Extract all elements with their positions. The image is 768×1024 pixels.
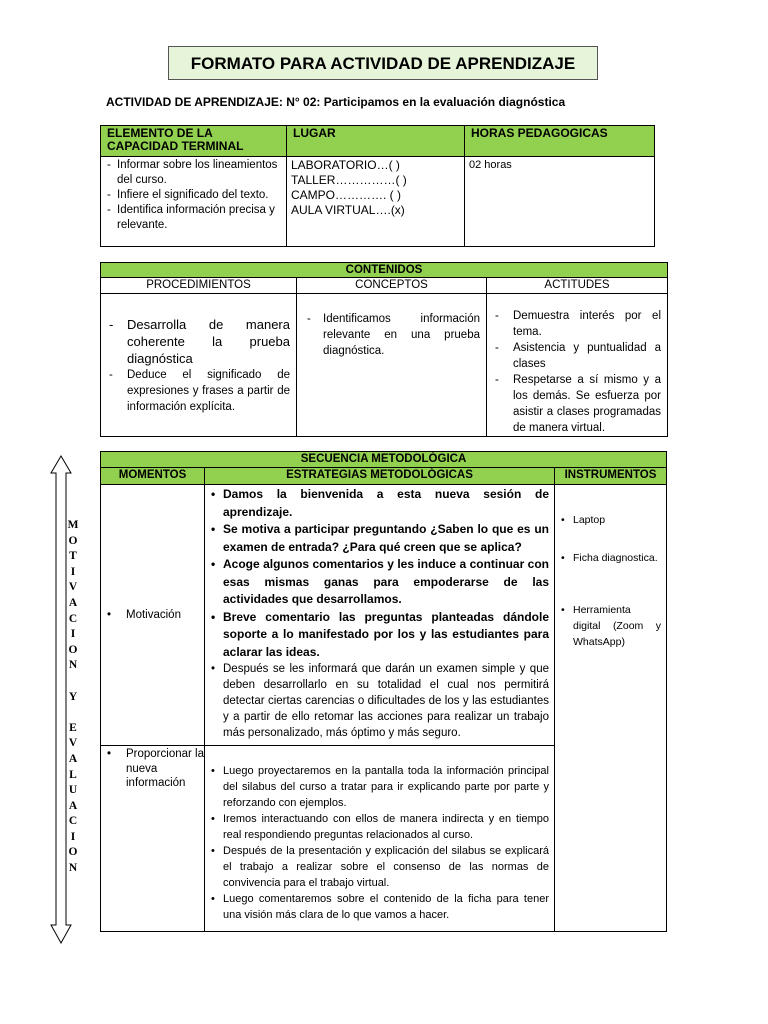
- col-conceptos: CONCEPTOS: [297, 278, 487, 294]
- vertical-letter: O: [68, 846, 78, 859]
- strategy-item: • Damos la bienvenida a esta nueva sesión de aprendizaje.: [210, 486, 549, 521]
- vertical-letter: U: [68, 784, 78, 797]
- element-item: - Infiere el significado del texto.: [105, 188, 282, 203]
- strategies-informacion-cell: [205, 746, 555, 932]
- col-procedimientos: PROCEDIMIENTOS: [101, 278, 297, 294]
- hours-value: 02 horas: [469, 159, 512, 171]
- contents-table: [100, 262, 668, 437]
- activity-title: ACTIVIDAD DE APRENDIZAJE: N° 02: Participamos en la evaluación diagnóstica: [106, 95, 566, 109]
- vertical-letter: A: [68, 752, 78, 765]
- sequence-table: [100, 451, 667, 932]
- vertical-letter: E: [69, 721, 77, 734]
- procedimiento-item: - Deduce el significado de expresiones y frases a partir de información explícita.: [107, 367, 290, 415]
- col-estrategias: ESTRATEGIAS METODOLÓGICAS: [205, 468, 555, 485]
- col-momentos: MOMENTOS: [101, 468, 205, 485]
- vertical-letter: V: [68, 581, 78, 594]
- strategy-item: • Iremos interactuando con ellos de manera indirecta y en tiempo real respondiendo preguntas relacionados al curso.: [210, 811, 549, 843]
- strategy-item: • Se motiva a participar preguntando ¿Saben lo que es un examen de entrada? ¿Para qué creen que se aplica?: [210, 521, 549, 556]
- instrument-item: • Herramienta digital (Zoom y WhatsApp): [560, 602, 661, 650]
- strategy-item: • Luego proyectaremos en la pantalla toda la información principal del silabus del curso a tratar para ir explicando parte por parte y reforzando con ejemplos.: [210, 763, 549, 811]
- place-item: CAMPO…………. ( ): [291, 188, 401, 202]
- hours-cell: [465, 157, 655, 247]
- actitudes-cell: [487, 294, 668, 437]
- vertical-letter: A: [68, 799, 78, 812]
- strategy-item: • Después de la presentación y explicación del silabus se explicará el trabajo a realizar sobre el consenso de las normas de convivencia para el trabajo virtual.: [210, 843, 549, 891]
- header-horas: HORAS PEDAGOGICAS: [465, 126, 655, 157]
- instruments-cell: [555, 485, 667, 932]
- header-elemento: ELEMENTO DE LA CAPACIDAD TERMINAL: [101, 126, 287, 157]
- vertical-letter: I: [70, 628, 76, 641]
- strategies-motivacion-cell: [205, 485, 555, 746]
- header-lugar: LUGAR: [287, 126, 465, 157]
- procedimiento-item: - Desarrolla de manera coherente la prueba diagnóstica: [107, 316, 290, 367]
- instrument-item: • Laptop: [560, 512, 661, 528]
- instrument-item: • Ficha diagnostica.: [560, 550, 661, 566]
- element-item: - Informar sobre los lineamientos del curso.: [105, 158, 282, 188]
- document-title: FORMATO PARA ACTIVIDAD DE APRENDIZAJE: [190, 54, 576, 73]
- concepto-item: - Identificamos información relevante en una prueba diagnóstica.: [305, 311, 480, 359]
- momento-motivacion-cell: [101, 485, 205, 746]
- actitud-item: - Demuestra interés por el tema.: [493, 308, 661, 340]
- vertical-letter: C: [68, 815, 78, 828]
- procedimientos-cell: [101, 294, 297, 437]
- vertical-letter: A: [68, 596, 78, 609]
- vertical-letter: [66, 674, 80, 690]
- vertical-letter: I: [70, 830, 76, 843]
- vertical-letter: O: [68, 534, 78, 547]
- vertical-letter: Y: [68, 690, 78, 703]
- col-instrumentos: INSTRUMENTOS: [555, 468, 667, 485]
- places-cell: [287, 157, 465, 247]
- vertical-letter: N: [68, 659, 78, 672]
- sequence-header: SECUENCIA METODOLÓGICA: [101, 452, 667, 468]
- actitud-item: - Respetarse a sí mismo y a los demás. Se esfuerza por asistir a clases programadas de manera virtual.: [493, 372, 661, 436]
- vertical-label: [66, 518, 80, 877]
- place-item: LABORATORIO…( ): [291, 158, 400, 172]
- capacity-table: [100, 125, 655, 247]
- elements-cell: [101, 157, 287, 247]
- strategy-item: • Acoge algunos comentarios y les induce a continuar con esas mismas ganas para empoderarse de las actividades que desarrollamos.: [210, 556, 549, 609]
- strategy-item: • Luego comentaremos sobre el contenido de la ficha para tener una visión más clara de lo que vamos a hacer.: [210, 891, 549, 923]
- vertical-letter: M: [67, 519, 79, 531]
- vertical-letter: N: [68, 862, 78, 875]
- vertical-letter: C: [68, 612, 78, 625]
- contents-header: CONTENIDOS: [101, 263, 668, 278]
- place-item: AULA VIRTUAL….(x): [291, 203, 405, 217]
- element-item: - Identifica información precisa y relevante.: [105, 203, 282, 233]
- vertical-letter: V: [68, 737, 78, 750]
- momento-informacion-cell: [101, 746, 205, 932]
- strategy-item: • Después se les informará que darán un examen simple y que deben desarrollarlo en su totalidad el cual nos permitirá detectar ciertas carencias o dificultades de los y las estudiantes y a partir de ello retomar las acciones para realizar un trabajo más personalizado, más óptimo y más seguro.: [210, 661, 549, 741]
- col-actitudes: ACTITUDES: [487, 278, 668, 294]
- vertical-letter: L: [69, 768, 77, 781]
- vertical-letter: I: [70, 565, 76, 578]
- actitud-item: - Asistencia y puntualidad a clases: [493, 340, 661, 372]
- vertical-letter: [66, 705, 80, 721]
- momento-informacion: • Proporcionar la nueva información: [106, 747, 204, 791]
- vertical-letter: O: [68, 643, 78, 656]
- conceptos-cell: [297, 294, 487, 437]
- vertical-letter: T: [69, 550, 77, 563]
- document-title-box: [168, 46, 598, 80]
- momento-motivacion: • Motivación: [106, 609, 204, 621]
- strategy-item: • Breve comentario las preguntas planteadas dándole soporte a lo manifestado por los y las estudiantes para aclarar las ideas.: [210, 609, 549, 662]
- place-item: TALLER……………( ): [291, 173, 407, 187]
